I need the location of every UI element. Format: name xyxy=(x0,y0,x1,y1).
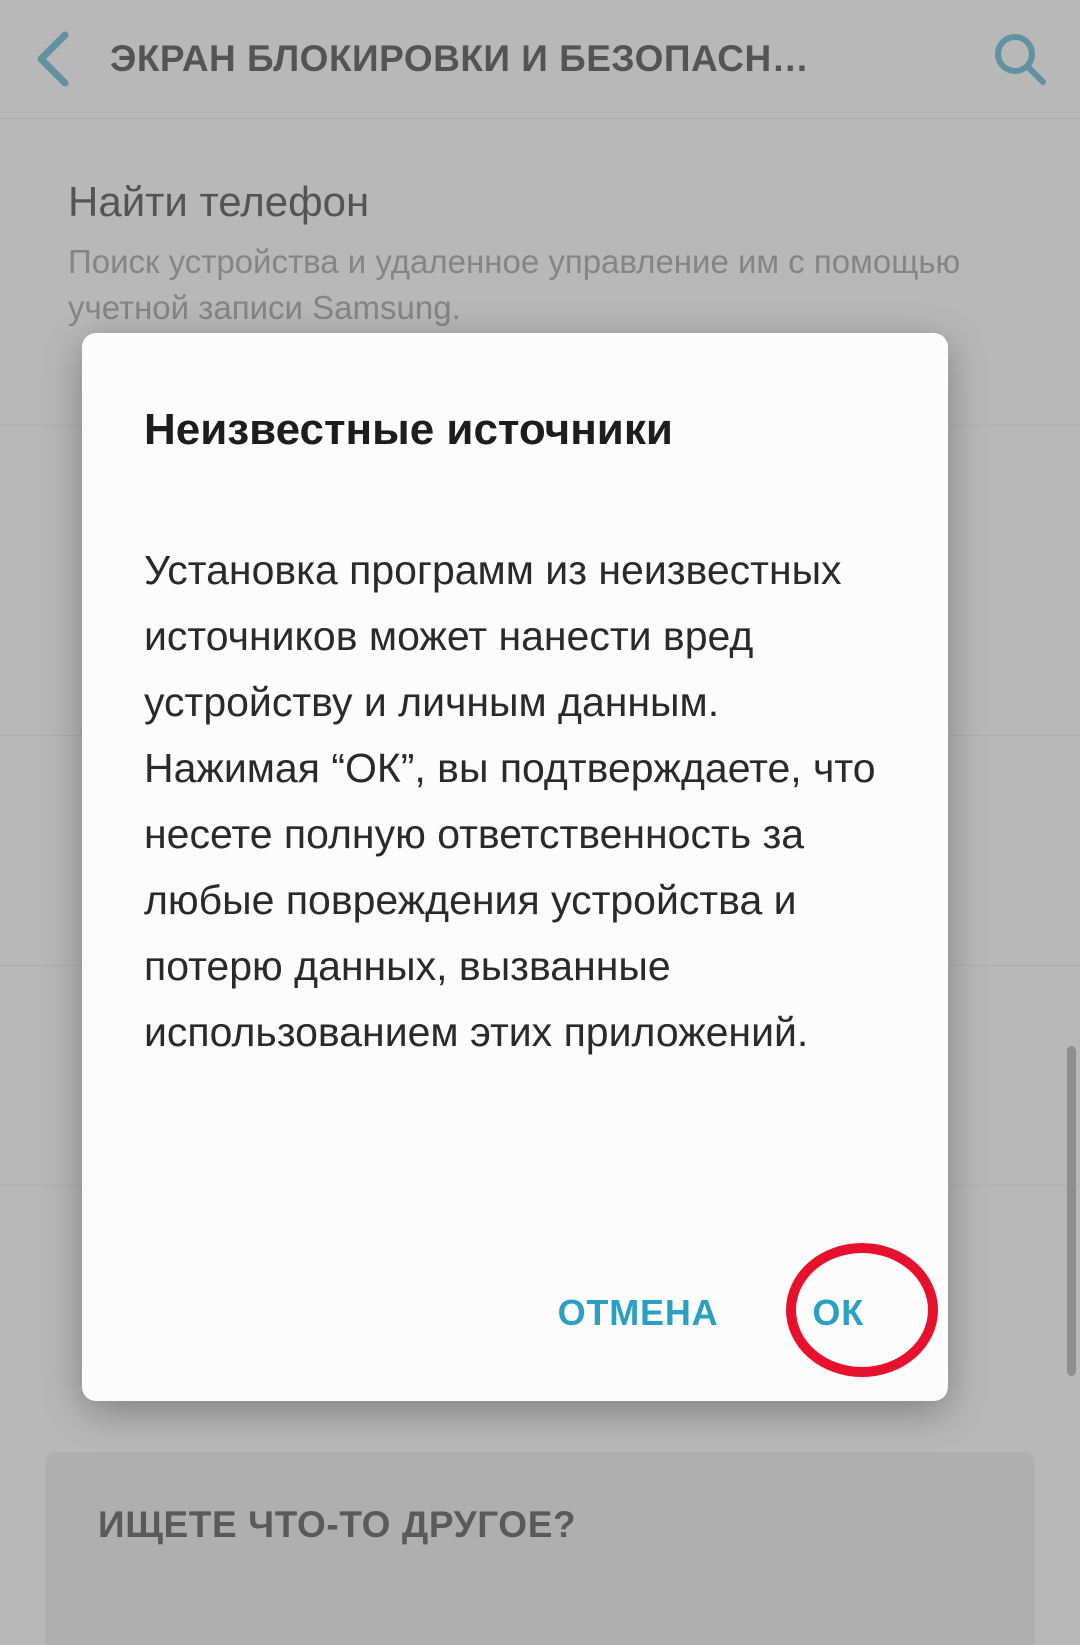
dialog-title: Неизвестные источники xyxy=(144,405,673,454)
dialog-message: Установка программ из неизвестных источников может нанести вред устройству и личным данным. Нажимая “ОК”, вы подтверждаете, что несете полную ответственность за любые повреждения устройства и потерю данных, вызванные использованием этих приложений. xyxy=(144,547,876,1055)
ok-button[interactable]: ОК xyxy=(782,1274,894,1352)
cancel-button[interactable]: ОТМЕНА xyxy=(528,1274,749,1352)
unknown-sources-dialog xyxy=(82,333,948,1401)
dialog-button-row xyxy=(82,1253,948,1373)
